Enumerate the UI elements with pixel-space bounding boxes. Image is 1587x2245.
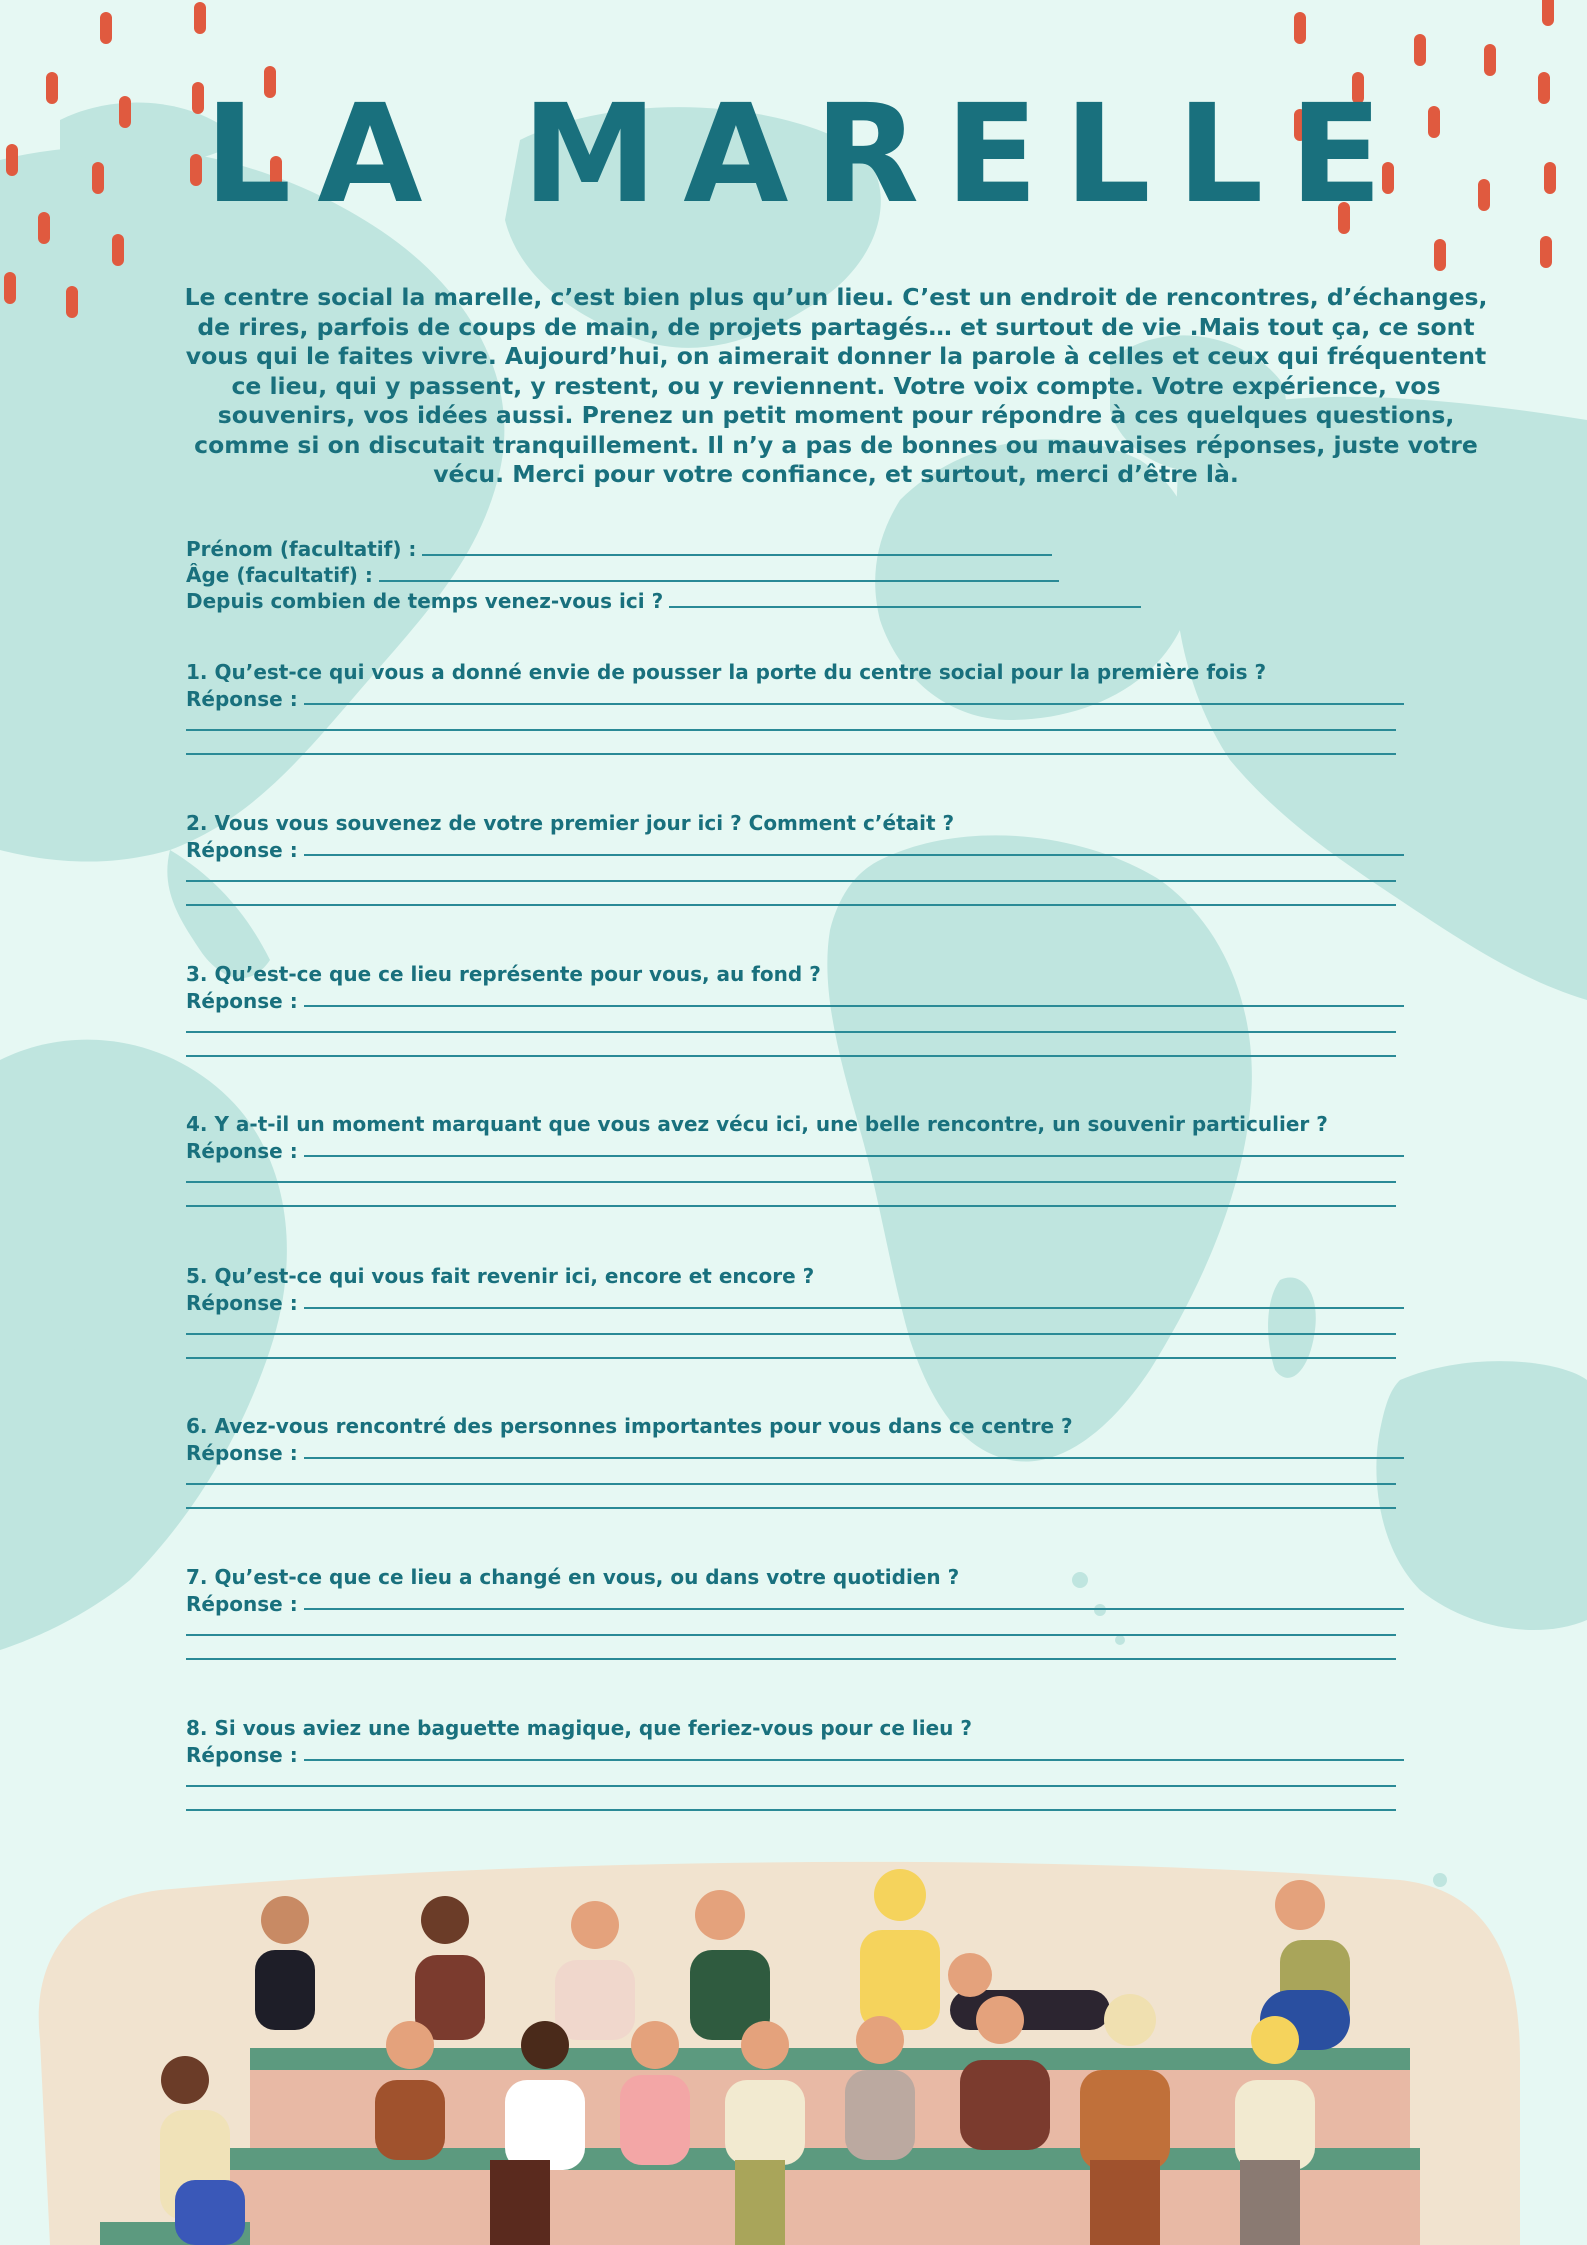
field-line-duration[interactable] bbox=[669, 606, 1141, 608]
response-line[interactable] bbox=[186, 1031, 1396, 1033]
response-label: Réponse : bbox=[186, 838, 298, 862]
question-block bbox=[186, 1264, 1406, 1359]
response-line[interactable] bbox=[304, 1005, 1404, 1007]
response-line[interactable] bbox=[186, 1785, 1396, 1787]
response-row bbox=[186, 1289, 1406, 1315]
response-row bbox=[186, 1439, 1406, 1465]
response-row bbox=[186, 836, 1406, 862]
field-line-age[interactable] bbox=[379, 580, 1059, 582]
question-text: 3. Qu’est-ce que ce lieu représente pour vous, au fond ? bbox=[186, 962, 821, 986]
response-line[interactable] bbox=[304, 1307, 1404, 1309]
response-line[interactable] bbox=[186, 1205, 1396, 1207]
question-block bbox=[186, 660, 1406, 755]
field-label-age: Âge (facultatif) : bbox=[186, 563, 373, 587]
response-line[interactable] bbox=[186, 729, 1396, 731]
field-label-prenom: Prénom (facultatif) : bbox=[186, 537, 417, 561]
field-row-age bbox=[186, 561, 1059, 587]
response-label: Réponse : bbox=[186, 989, 298, 1013]
response-label: Réponse : bbox=[186, 1139, 298, 1163]
field-row-prenom bbox=[186, 535, 1052, 561]
response-line[interactable] bbox=[186, 1809, 1396, 1811]
response-line[interactable] bbox=[186, 1181, 1396, 1183]
question-block bbox=[186, 1716, 1406, 1811]
response-line[interactable] bbox=[186, 904, 1396, 906]
response-line[interactable] bbox=[186, 1357, 1396, 1359]
response-line[interactable] bbox=[186, 1507, 1396, 1509]
field-line-prenom[interactable] bbox=[422, 554, 1052, 556]
response-line[interactable] bbox=[186, 1634, 1396, 1636]
question-block bbox=[186, 1112, 1406, 1207]
question-block bbox=[186, 811, 1406, 906]
response-line[interactable] bbox=[186, 1658, 1396, 1660]
response-label: Réponse : bbox=[186, 1592, 298, 1616]
response-line[interactable] bbox=[186, 753, 1396, 755]
question-text: 5. Qu’est-ce qui vous fait revenir ici, encore et encore ? bbox=[186, 1264, 815, 1288]
question-text: 6. Avez-vous rencontré des personnes importantes pour vous dans ce centre ? bbox=[186, 1414, 1073, 1438]
response-row bbox=[186, 685, 1406, 711]
response-line[interactable] bbox=[304, 703, 1404, 705]
field-label-duration: Depuis combien de temps venez-vous ici ? bbox=[186, 589, 664, 613]
response-label: Réponse : bbox=[186, 1743, 298, 1767]
response-line[interactable] bbox=[304, 1759, 1404, 1761]
question-block bbox=[186, 1414, 1406, 1509]
intro-paragraph: Le centre social la marelle, c’est bien plus qu’un lieu. C’est un endroit de rencontres, d’échanges, de rires, parfois de coups de main, de projets partagés… et surtout de vie .Mais tout ça, ce sont vous qui le faites vivre. Aujourd’hui, on aimerait donner la parole à celles et ceux qui fréquentent ce lieu, qui y passent, y restent, ou y reviennent. Votre voix compte. Votre expérience, vos souvenirs, vos idées aussi. Prenez un petit moment pour répondre à ces quelques questions, comme si on discutait tranquillement. Il n’y a pas de bonnes ou mauvaises réponses, juste votre vécu. Merci pour votre confiance, et surtout, merci d’être là. bbox=[184, 283, 1488, 488]
question-text: 2. Vous vous souvenez de votre premier jour ici ? Comment c’était ? bbox=[186, 811, 955, 835]
response-label: Réponse : bbox=[186, 1441, 298, 1465]
response-row bbox=[186, 1137, 1406, 1163]
response-row bbox=[186, 1590, 1406, 1616]
response-line[interactable] bbox=[304, 854, 1404, 856]
question-block bbox=[186, 962, 1406, 1057]
page-title: LA MARELLE bbox=[204, 76, 1409, 234]
response-line[interactable] bbox=[304, 1155, 1404, 1157]
response-row bbox=[186, 1741, 1406, 1767]
people-crowd-illustration bbox=[39, 1862, 1520, 2245]
question-block bbox=[186, 1565, 1406, 1660]
response-line[interactable] bbox=[304, 1457, 1404, 1459]
response-line[interactable] bbox=[186, 1333, 1396, 1335]
response-label: Réponse : bbox=[186, 687, 298, 711]
question-text: 7. Qu’est-ce que ce lieu a changé en vous, ou dans votre quotidien ? bbox=[186, 1565, 960, 1589]
response-row bbox=[186, 987, 1406, 1013]
response-line[interactable] bbox=[186, 1483, 1396, 1485]
question-text: 8. Si vous aviez une baguette magique, que feriez-vous pour ce lieu ? bbox=[186, 1716, 972, 1740]
field-row-duration bbox=[186, 587, 1141, 613]
response-line[interactable] bbox=[186, 880, 1396, 882]
question-text: 1. Qu’est-ce qui vous a donné envie de pousser la porte du centre social pour la première fois ? bbox=[186, 660, 1267, 684]
question-text: 4. Y a-t-il un moment marquant que vous avez vécu ici, une belle rencontre, un souvenir particulier ? bbox=[186, 1112, 1328, 1136]
response-line[interactable] bbox=[186, 1055, 1396, 1057]
response-label: Réponse : bbox=[186, 1291, 298, 1315]
response-line[interactable] bbox=[304, 1608, 1404, 1610]
